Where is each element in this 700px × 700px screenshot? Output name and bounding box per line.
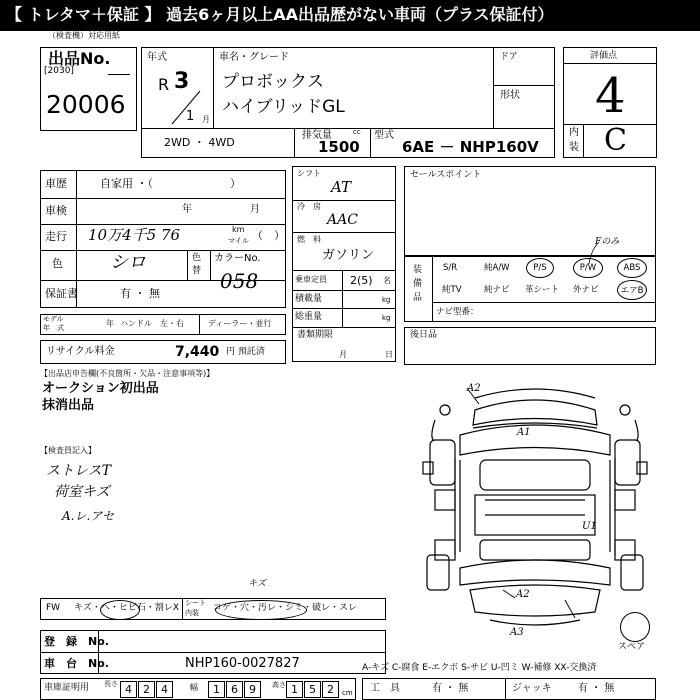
jack-value: 有 ・ 無 <box>578 683 615 694</box>
equipment-label-2: 備 <box>413 279 423 289</box>
color-label-2b: 替 <box>192 266 202 276</box>
ac-label: 冷 房 <box>297 202 321 211</box>
lot-number: 20006 <box>46 90 126 119</box>
drive-options: 2WD ・ 4WD <box>164 136 235 149</box>
color-value: シロ <box>110 252 146 273</box>
equipment-row1-3: P/W <box>573 258 603 278</box>
inspector-line3: A.レ.アセ <box>62 509 115 523</box>
ac-value: AAC <box>327 212 358 228</box>
year-label: 年式 <box>147 52 167 63</box>
warranty-value: 有 ・ 無 <box>120 287 160 300</box>
model-year-label-2: 年 式 <box>43 324 64 332</box>
equipment-row1-1: 純A/W <box>484 263 510 273</box>
car-diagram <box>415 380 655 630</box>
model-year-year: 年 <box>106 319 114 328</box>
seller-notes-line2: 抹消出品 <box>42 398 95 413</box>
top-left-fragment: （検査機）対応用紙 <box>48 31 120 40</box>
fw-seat-2: 内装 <box>185 609 199 617</box>
history-value: 自家用 ・（ ） <box>100 177 241 190</box>
fw-note: キズ <box>248 579 266 589</box>
model-name: プロボックス <box>222 72 324 92</box>
color-code: 058 <box>220 269 259 293</box>
inspector-label: 【検査員記入】 <box>40 446 96 455</box>
displacement-unit: cc <box>353 128 361 136</box>
tools-label: 工 具 <box>370 683 400 694</box>
equipment-row1-4: ABS <box>617 258 647 278</box>
mileage-unit-km: km <box>232 225 245 234</box>
cert-v1-1: 2 <box>138 681 155 698</box>
model-year-dealer: ディーラー・並行 <box>208 319 272 328</box>
mileage-paren: （ ） <box>252 229 285 242</box>
chassis-label: 車 台 No. <box>44 657 109 670</box>
rating-score: 4 <box>595 68 626 124</box>
fuel-value: ガソリン <box>322 248 375 263</box>
cert-v2-1: 6 <box>226 681 243 698</box>
recycle-value: 7,440 <box>175 344 220 360</box>
rating-label: 評価点 <box>590 51 618 61</box>
year-era: R <box>158 75 170 94</box>
equipment-row2-0: 純TV <box>442 285 462 295</box>
year-value: 3 <box>174 69 190 94</box>
cert-label: 車庫証明用 <box>44 683 90 693</box>
gross-label: 総重量 <box>295 312 323 322</box>
displacement-label: 排気量 <box>302 130 332 141</box>
recycle-label: リサイクル料金 <box>46 346 115 357</box>
diagram-mark-3: A2 <box>516 589 530 600</box>
mileage-value: 10万4千5 76 <box>88 226 181 244</box>
sales-point-note: Fのみ <box>595 237 620 247</box>
equipment-row1-0: S/R <box>443 263 458 273</box>
fuel-label: 燃 料 <box>297 235 321 244</box>
fw-seat-items: コゲ・穴・汚レ・シミ・破レ・スレ <box>213 603 358 613</box>
inspector-line2: 荷室キズ <box>54 484 110 500</box>
diagram-mark-0: A2 <box>467 383 481 394</box>
equipment-row2-2: 革シート <box>525 285 560 295</box>
color-label-2a: 色 <box>192 253 202 263</box>
cert-l2: 幅 <box>190 683 198 692</box>
mileage-label: 走行 <box>45 230 67 243</box>
color-label: 色 <box>52 257 63 270</box>
interior-label-2: 装 <box>569 142 579 153</box>
inspector-line1: ストレスT <box>46 463 111 479</box>
shape-label: 形状 <box>500 90 520 101</box>
warranty-label: 保証書 <box>45 287 78 300</box>
type-label: 型式 <box>374 130 394 141</box>
cert-v3-2: 2 <box>322 681 339 698</box>
gross-unit: kg <box>382 314 391 322</box>
reg-deadline-day: 日 <box>385 350 393 359</box>
inspection-year: 年 <box>182 204 192 215</box>
jack-label: ジャッキ <box>512 683 552 694</box>
lot-tag: [2030] <box>44 66 74 76</box>
cert-v3-1: 5 <box>304 681 321 698</box>
cert-v1-2: 4 <box>156 681 173 698</box>
load-unit: kg <box>382 296 391 304</box>
fw-label: FW <box>46 603 61 613</box>
equipment-row2-1: 純ナビ <box>484 285 510 295</box>
damage-legend: A-キズ C-腐食 E-エクボ S-サビ U-凹ミ W-補修 XX-交換済 <box>362 663 597 673</box>
later-date-label: 後日品 <box>410 330 438 340</box>
cert-v1-0: 4 <box>120 681 137 698</box>
fw-mark-1 <box>100 600 140 620</box>
equipment-row2-4: エアB <box>617 280 647 300</box>
displacement-value: 1500 <box>318 138 360 156</box>
model-year-label-1: モデル <box>43 315 64 323</box>
shift-label: シフト <box>297 169 321 178</box>
fw-items: キズ・ヘ・ヒビ石・割レX <box>74 603 179 613</box>
equipment-label-3: 品 <box>413 293 423 303</box>
shift-value: AT <box>331 178 352 196</box>
cert-v3-0: 1 <box>286 681 303 698</box>
history-label: 車歴 <box>45 177 67 190</box>
cert-unit: cm <box>342 689 353 697</box>
diagram-mark-4: A3 <box>510 627 524 638</box>
reg-deadline-month: 月 <box>339 350 347 359</box>
cert-v2-2: 9 <box>244 681 261 698</box>
inspection-label: 車検 <box>45 204 67 217</box>
mileage-unit-mile: マイル <box>228 237 249 245</box>
year-month-unit: 月 <box>202 115 210 124</box>
capacity-value: 2(5) <box>350 274 373 287</box>
interior-grade: C <box>604 123 627 158</box>
equipment-label-1: 装 <box>413 265 423 275</box>
tools-value: 有 ・ 無 <box>432 683 469 694</box>
equipment-row1-2: P/S <box>526 258 554 278</box>
interior-label-1: 内 <box>569 127 579 138</box>
fw-seat-1: シート <box>185 599 206 607</box>
model-grade: ハイブリッドGL <box>222 97 345 117</box>
reg-deadline-label: 書類期限 <box>297 330 334 340</box>
capacity-unit: 名 <box>383 276 391 285</box>
diagram-mark-1: A1 <box>517 427 531 438</box>
registration-label: 登 録 No. <box>44 635 109 648</box>
equipment-row2-3: 外ナビ <box>573 285 599 295</box>
equipment-nav-label: ナビ型番： <box>436 307 479 317</box>
spare-tire-icon <box>620 612 650 642</box>
lot-label: 出品No. <box>48 49 111 68</box>
fw-mark-2 <box>215 600 307 620</box>
seller-notes-label: 【出品店申告欄(不良箇所・欠品・注意事項等)】 <box>40 369 215 378</box>
seller-notes-line1: オークション初出品 <box>42 381 159 396</box>
load-label: 積載量 <box>295 294 323 304</box>
cert-l3: 高さ <box>272 681 286 689</box>
banner-text: 【 トレタマ＋保証 】 過去6ヶ月以上AA出品歴がない車両（プラス保証付） <box>6 5 554 24</box>
inspection-month: 月 <box>250 204 260 215</box>
later-date-box <box>404 327 656 365</box>
type-value: 6AE － NHP160V <box>402 138 539 156</box>
color-code-label: カラーNo. <box>214 253 261 264</box>
cert-v2-0: 1 <box>208 681 225 698</box>
chassis-value: NHP160-0027827 <box>185 656 300 671</box>
diagram-mark-2: U1 <box>582 521 597 532</box>
year-month: 1 <box>186 109 195 124</box>
capacity-label: 乗車定員 <box>295 275 327 284</box>
spare-label: スペア <box>618 642 646 652</box>
recycle-unit: 円 預託済 <box>226 347 265 357</box>
sales-point-label: セールスポイント <box>410 170 482 180</box>
model-label: 車名・グレード <box>219 52 289 63</box>
cert-l1: 長さ <box>104 680 118 688</box>
door-label: ドア <box>500 52 518 62</box>
model-year-handle: ハンドル 左・右 <box>120 319 184 328</box>
